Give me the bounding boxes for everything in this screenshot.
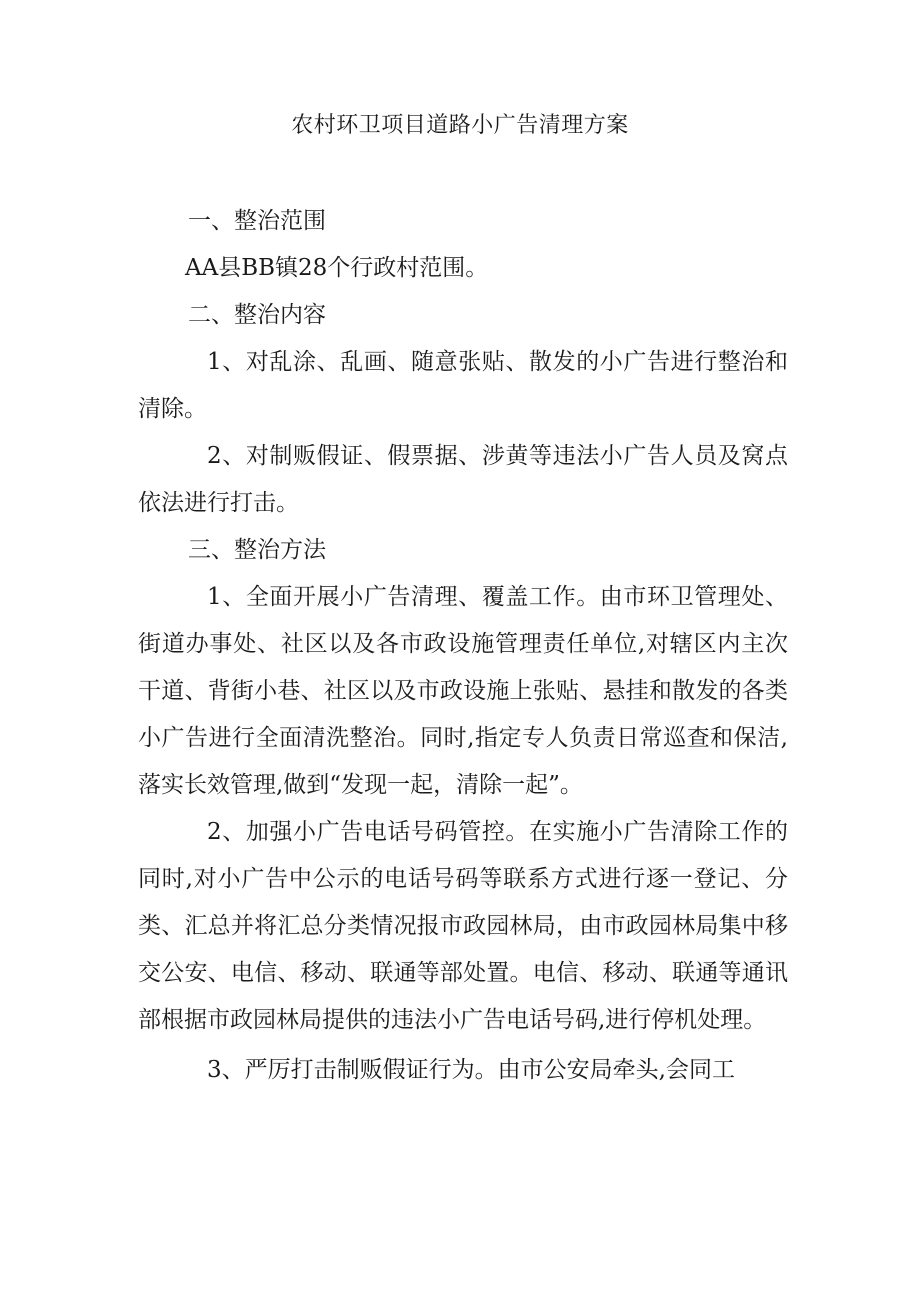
section-heading-method: 三、整治方法 (188, 537, 326, 563)
paragraph-method-item-1: 1、全面开展小广告清理、覆盖工作。由市环卫管理处、街道办事处、社区以及各市政设施管理责任单位,对辖区内主次干道、背街小巷、社区以及市政设施上张贴、悬挂和散发的各类小广告进行全面清洗整治。同时,指定专人负责日常巡查和保洁,落实长效管理,做到“发现一起，清除一起”。 (138, 584, 788, 798)
paragraph-content-item-1: 1、对乱涂、乱画、随意张贴、散发的小广告进行整治和清除。 (138, 349, 788, 422)
document-title: 农村环卫项目道路小广告清理方案 (291, 113, 629, 138)
document-body (138, 198, 788, 1094)
section-heading-scope: 一、整治范围 (188, 208, 326, 234)
paragraph-method-item-2: 2、加强小广告电话号码管控。在实施小广告清除工作的同时,对小广告中公示的电话号码等联系方式进行逐一登记、分类、汇总并将汇总分类情况报市政园林局，由市政园林局集中移交公安、电信、移动、联通等部处置。电信、移动、联通等通讯部根据市政园林局提供的违法小广告电话号码,进行停机处理。 (138, 819, 788, 1033)
paragraph-method-item-3: 3、严厉打击制贩假证行为。由市公安局牵头,会同工 (207, 1057, 735, 1083)
paragraph-content-item-2: 2、对制贩假证、假票据、涉黄等违法小广告人员及窝点依法进行打击。 (138, 443, 788, 516)
section-heading-content: 二、整治内容 (188, 302, 326, 328)
paragraph-scope: AA县BB镇28个行政村范围。 (185, 255, 489, 281)
